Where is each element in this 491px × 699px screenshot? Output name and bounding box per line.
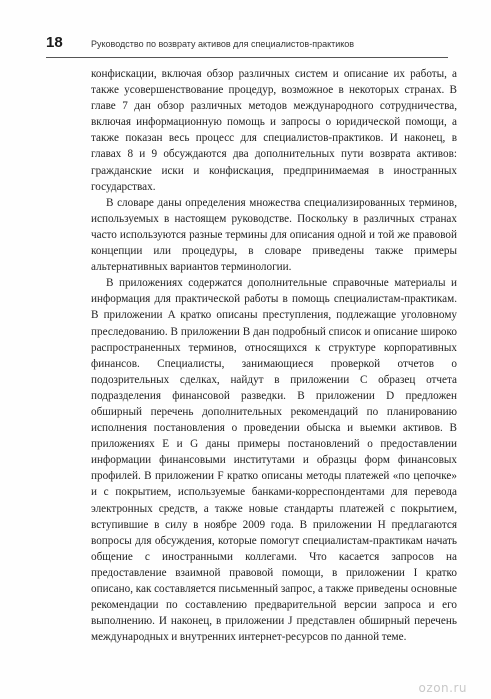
body-text xyxy=(91,66,457,645)
paragraph-glossary: В словаре даны определения множества специализированных терминов, используемых в настоящем руководстве. Поскольку в различных странах часто используются разные термины для описания одной и той же правовой концепции или процедуры, в словаре приведены также примеры альтернативных вариантов терминологии. xyxy=(91,196,457,274)
header-divider xyxy=(46,57,448,58)
paragraph-appendices: В приложениях содержатся дополнительные справочные материалы и информация для практической работы в помощь специалистам-практикам. В приложении A кратко описаны преступления, подлежащие уголовному преследованию. В приложении B дан подробный список и описание широко распространенных терминов, относящихся к структуре корпоративных финансов. Специалисты, занимающиеся проверкой отчетов о подозрительных сделках, найдут в приложении C образец отчета подразделения финансовой разведки. В приложении D предложен обширный перечень дополнительных рекомендаций по планированию исполнения постановления о проведении обыска и выемки активов. В приложениях E и G даны примеры постановлений о предоставлении информации финансовыми институтами и образцы форм финансовых профилей. В приложении F кратко описаны методы платежей «по цепочке» и с покрытием, используемые банками-корреспондентами для перевода электронных средств, а также новые стандарты платежей с покрытием, вступившие в силу в ноябре 2009 года. В приложении H предлагаются вопросы для обсуждения, которые помогут специалистам-практикам начать общение с иностранными коллегами. Что касается запросов на предоставление взаимной правовой помощи, в приложении I кратко описано, как составляется письменный запрос, а также приведены основные рекомендации по составлению предварительной версии запроса и его выполнению. И наконец, в приложении J представлен обширный перечень международных и внутренних интернет-ресурсов по данной теме. xyxy=(91,277,457,644)
running-title: Руководство по возврату активов для специалистов-практиков xyxy=(91,39,355,49)
page-number: 18 xyxy=(46,34,63,51)
watermark-logo: ozon.ru xyxy=(418,681,467,695)
paragraph-continuation: конфискации, включая обзор различных систем и описание их работы, а также усовершенствование процедур, возможное в некоторых странах. В главе 7 дан обзор различных методов международного сотрудничества, включая информационную помощь и запросы о юридической помощи, а также показан весь процесс для специалистов-практиков. И наконец, в главах 8 и 9 обсуждаются два дополнительных пути возврата активов: гражданские иски и конфискация, предпринимаемая в иностранных государствах. xyxy=(91,68,457,193)
